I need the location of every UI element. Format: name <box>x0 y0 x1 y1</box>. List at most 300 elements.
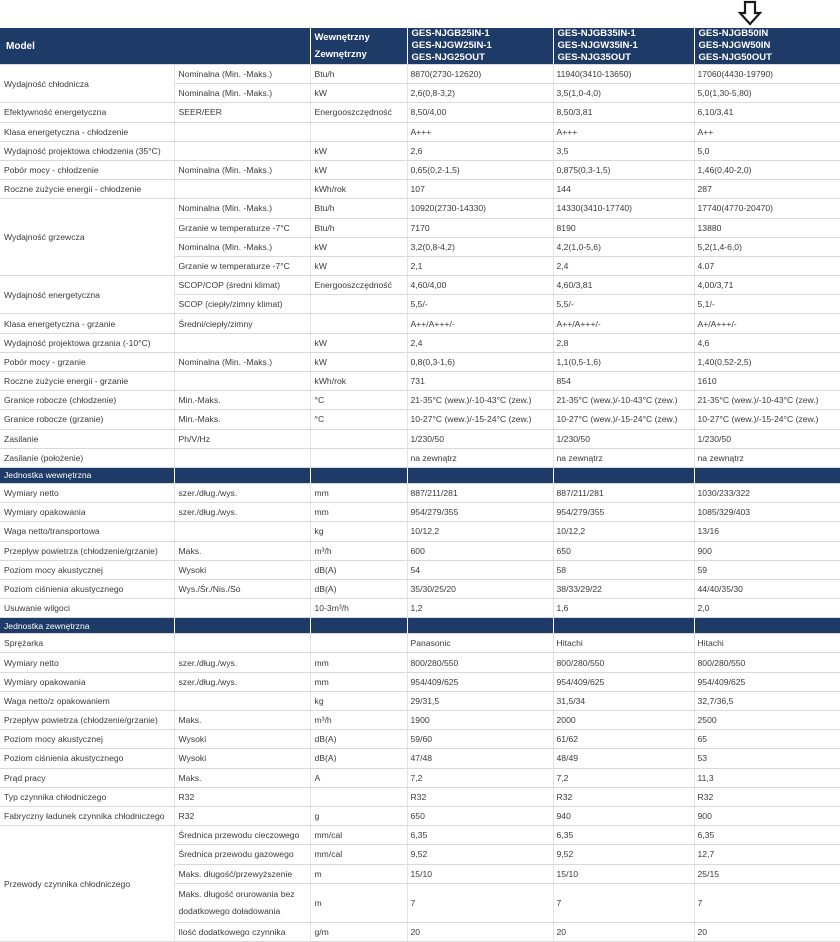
table-row <box>0 180 840 199</box>
value-cell: 54 <box>407 560 553 579</box>
unit-cell: °C <box>310 410 407 429</box>
parameter-label: Poziom ciśnienia akustycznego <box>0 749 174 768</box>
model-name: GES-NJGB25IN-1 <box>411 28 490 39</box>
unit-header-line: Wewnętrzny <box>314 32 370 43</box>
parameter-label: Granice robocze (chłodzenie) <box>0 391 174 410</box>
parameter-condition <box>174 122 310 141</box>
table-row <box>0 352 840 371</box>
parameter-label: Waga netto/z opakowaniem <box>0 691 174 710</box>
table-row <box>0 429 840 448</box>
parameter-label: Roczne zużycie energii - chłodzenie <box>0 180 174 199</box>
value-cell: 1,40(0,52-2,5) <box>694 352 840 371</box>
unit-cell: kg <box>310 522 407 541</box>
table-row <box>0 599 840 618</box>
section-filler <box>407 618 553 634</box>
value-cell: 10920(2730-14330) <box>407 199 553 218</box>
value-cell: 887/211/281 <box>553 483 694 502</box>
model-name: GES-NJGW25IN-1 <box>411 40 492 51</box>
value-cell: 6,35 <box>694 826 840 845</box>
unit-cell: m <box>310 864 407 883</box>
value-cell: 8870(2730-12620) <box>407 65 553 84</box>
unit-cell: kWh/rok <box>310 180 407 199</box>
table-row <box>0 634 840 653</box>
value-cell: 9,52 <box>407 845 553 864</box>
value-cell: Panasonic <box>407 634 553 653</box>
unit-cell: g <box>310 806 407 825</box>
parameter-label: Roczne zużycie energii - grzanie <box>0 372 174 391</box>
value-cell: 2,6(0,8-3,2) <box>407 84 553 103</box>
table-row <box>0 691 840 710</box>
parameter-condition <box>174 634 310 653</box>
parameter-condition: szer./dług./wys. <box>174 483 310 502</box>
value-cell: 10-27°C (wew.)/-15-24°C (zew.) <box>407 410 553 429</box>
unit-cell: kWh/rok <box>310 372 407 391</box>
parameter-condition: Nominalna (Min. -Maks.) <box>174 352 310 371</box>
parameter-condition: szer./dług./wys. <box>174 503 310 522</box>
unit-cell: kW <box>310 160 407 179</box>
value-cell: 2,4 <box>553 256 694 275</box>
value-cell: 1,2 <box>407 599 553 618</box>
unit-cell: m³/h <box>310 541 407 560</box>
value-cell: 1,1(0,5-1,6) <box>553 352 694 371</box>
table-row <box>0 160 840 179</box>
value-cell: A+/A+++/- <box>694 314 840 333</box>
unit-cell <box>310 787 407 806</box>
value-cell: 6,10/3,41 <box>694 103 840 122</box>
parameter-label: Prąd pracy <box>0 768 174 787</box>
parameter-condition: SEER/EER <box>174 103 310 122</box>
value-cell: 12,7 <box>694 845 840 864</box>
value-cell: 7 <box>407 883 553 922</box>
parameter-condition: Nominalna (Min. -Maks.) <box>174 65 310 84</box>
unit-cell: 10-3m³/h <box>310 599 407 618</box>
value-cell: 0,875(0,3-1,5) <box>553 160 694 179</box>
unit-cell <box>310 122 407 141</box>
table-row <box>0 276 840 295</box>
value-cell: 2,6 <box>407 141 553 160</box>
value-cell: 47/48 <box>407 749 553 768</box>
value-cell: 21-35°C (wew.)/-10-43°C (zew.) <box>553 391 694 410</box>
unit-cell: mm <box>310 672 407 691</box>
parameter-label: Wymiary netto <box>0 483 174 502</box>
value-cell: 10-27°C (wew.)/-15-24°C (zew.) <box>694 410 840 429</box>
value-cell: 650 <box>407 806 553 825</box>
value-cell: 2500 <box>694 711 840 730</box>
specification-table <box>0 28 840 942</box>
model-name: GES-NJG50OUT <box>698 52 772 63</box>
table-row <box>0 787 840 806</box>
value-cell: 20 <box>407 922 553 941</box>
value-cell: 20 <box>694 922 840 941</box>
value-cell: 1030/233/322 <box>694 483 840 502</box>
table-row <box>0 372 840 391</box>
section-filler <box>310 618 407 634</box>
parameter-label: Wydajność projektowa chłodzenia (35°C) <box>0 141 174 160</box>
model-column-header-3 <box>694 28 840 65</box>
value-cell: 731 <box>407 372 553 391</box>
value-cell: 287 <box>694 180 840 199</box>
model-name: GES-NJG35OUT <box>557 52 631 63</box>
unit-cell: dB(A) <box>310 579 407 598</box>
table-row <box>0 103 840 122</box>
parameter-condition <box>174 691 310 710</box>
value-cell: 8,50/3,81 <box>553 103 694 122</box>
value-cell: 5,0 <box>694 141 840 160</box>
unit-cell: kW <box>310 237 407 256</box>
table-row <box>0 672 840 691</box>
table-row <box>0 653 840 672</box>
table-row <box>0 711 840 730</box>
parameter-condition: Maks. długość orurowania bez dodatkowego doładowania <box>174 883 310 922</box>
parameter-condition: Średnica przewodu cieczowego <box>174 826 310 845</box>
value-cell: 800/280/550 <box>407 653 553 672</box>
parameter-label: Sprężarka <box>0 634 174 653</box>
value-cell: 2,4 <box>407 333 553 352</box>
unit-cell: dB(A) <box>310 749 407 768</box>
table-row <box>0 826 840 845</box>
parameter-condition: Wys./Śr./Nis./So <box>174 579 310 598</box>
parameter-label: Poziom ciśnienia akustycznego <box>0 579 174 598</box>
value-cell: 5,2(1,4-6,0) <box>694 237 840 256</box>
value-cell: 21-35°C (wew.)/-10-43°C (zew.) <box>407 391 553 410</box>
unit-cell: kW <box>310 84 407 103</box>
parameter-condition <box>174 333 310 352</box>
table-row <box>0 199 840 218</box>
parameter-condition <box>174 599 310 618</box>
value-cell: 21-35°C (wew.)/-10-43°C (zew.) <box>694 391 840 410</box>
value-cell: 887/211/281 <box>407 483 553 502</box>
parameter-label: Wydajność grzewcza <box>0 199 174 276</box>
value-cell: R32 <box>694 787 840 806</box>
section-header-row <box>0 467 840 483</box>
value-cell: 954/279/355 <box>407 503 553 522</box>
parameter-condition: Nominalna (Min. -Maks.) <box>174 160 310 179</box>
value-cell: 600 <box>407 541 553 560</box>
value-cell: 3,5 <box>553 141 694 160</box>
unit-header <box>310 28 407 65</box>
value-cell: 10/12,2 <box>407 522 553 541</box>
section-filler <box>310 467 407 483</box>
unit-cell: Energooszczędność <box>310 276 407 295</box>
parameter-label: Klasa energetyczna - grzanie <box>0 314 174 333</box>
section-filler <box>553 467 694 483</box>
value-cell: A++ <box>694 122 840 141</box>
arrow-down-icon <box>738 0 762 26</box>
value-cell: 9,52 <box>553 845 694 864</box>
value-cell: 1900 <box>407 711 553 730</box>
value-cell: A++/A+++/- <box>407 314 553 333</box>
value-cell: 954/409/625 <box>694 672 840 691</box>
unit-cell: kW <box>310 256 407 275</box>
value-cell: 20 <box>553 922 694 941</box>
value-cell: 6,35 <box>553 826 694 845</box>
parameter-condition: Maks. <box>174 768 310 787</box>
table-row <box>0 768 840 787</box>
parameter-condition: R32 <box>174 787 310 806</box>
value-cell: 10-27°C (wew.)/-15-24°C (zew.) <box>553 410 694 429</box>
unit-cell: A <box>310 768 407 787</box>
parameter-condition: Nominalna (Min. -Maks.) <box>174 84 310 103</box>
parameter-label: Wymiary opakowania <box>0 503 174 522</box>
model-column-header-2 <box>553 28 694 65</box>
parameter-label: Efektywność energetyczna <box>0 103 174 122</box>
value-cell: 13/16 <box>694 522 840 541</box>
unit-cell: m³/h <box>310 711 407 730</box>
value-cell: 800/280/550 <box>553 653 694 672</box>
table-row <box>0 333 840 352</box>
model-name: GES-NJGW50IN <box>698 40 771 51</box>
value-cell: 3,5(1,0-4,0) <box>553 84 694 103</box>
table-row <box>0 122 840 141</box>
parameter-label: Waga netto/transportowa <box>0 522 174 541</box>
value-cell: na zewnątrz <box>553 448 694 467</box>
unit-cell: Btu/h <box>310 65 407 84</box>
parameter-label: Wymiary netto <box>0 653 174 672</box>
value-cell: A+++ <box>407 122 553 141</box>
section-filler <box>694 467 840 483</box>
unit-cell: dB(A) <box>310 730 407 749</box>
model-column-header-1 <box>407 28 553 65</box>
unit-cell: g/m <box>310 922 407 941</box>
value-cell: 5,5/- <box>407 295 553 314</box>
value-cell: 25/15 <box>694 864 840 883</box>
table-row <box>0 503 840 522</box>
parameter-label: Poziom mocy akustycznej <box>0 560 174 579</box>
parameter-condition: szer./dług./wys. <box>174 653 310 672</box>
unit-cell: Btu/h <box>310 218 407 237</box>
value-cell: 11940(3410-13650) <box>553 65 694 84</box>
unit-cell: kW <box>310 141 407 160</box>
value-cell: 6,35 <box>407 826 553 845</box>
value-cell: 3,2(0,8-4,2) <box>407 237 553 256</box>
section-title: Jednostka zewnętrzna <box>0 618 174 634</box>
parameter-condition: Nominalna (Min. -Maks.) <box>174 199 310 218</box>
table-row <box>0 579 840 598</box>
model-header: Model <box>0 28 310 65</box>
unit-cell: dB(A) <box>310 560 407 579</box>
parameter-label: Zasilanie (położenie) <box>0 448 174 467</box>
section-title: Jednostka wewnętrzna <box>0 467 174 483</box>
value-cell: 59 <box>694 560 840 579</box>
table-row <box>0 314 840 333</box>
value-cell: 5,5/- <box>553 295 694 314</box>
unit-cell: °C <box>310 391 407 410</box>
value-cell: 29/31,5 <box>407 691 553 710</box>
section-filler <box>407 467 553 483</box>
section-filler <box>553 618 694 634</box>
value-cell: 4,2(1,0-5,6) <box>553 237 694 256</box>
value-cell: 4,60/3,81 <box>553 276 694 295</box>
value-cell: R32 <box>553 787 694 806</box>
unit-header-line: Zewnętrzny <box>314 49 367 60</box>
value-cell: 15/10 <box>553 864 694 883</box>
value-cell: 940 <box>553 806 694 825</box>
value-cell: 900 <box>694 541 840 560</box>
value-cell: 1/230/50 <box>694 429 840 448</box>
section-filler <box>174 618 310 634</box>
value-cell: 5,1/- <box>694 295 840 314</box>
value-cell: Hitachi <box>553 634 694 653</box>
value-cell: 1/230/50 <box>407 429 553 448</box>
parameter-condition: Ph/V/Hz <box>174 429 310 448</box>
section-header-row <box>0 618 840 634</box>
value-cell: 13880 <box>694 218 840 237</box>
parameter-label: Przepływ powietrza (chłodzenie/grzanie) <box>0 541 174 560</box>
parameter-label: Usuwanie wilgoci <box>0 599 174 618</box>
value-cell: 10/12,2 <box>553 522 694 541</box>
parameter-label: Zasilanie <box>0 429 174 448</box>
parameter-condition: Nominalna (Min. -Maks.) <box>174 237 310 256</box>
value-cell: 954/409/625 <box>407 672 553 691</box>
table-row <box>0 730 840 749</box>
unit-cell: Btu/h <box>310 199 407 218</box>
parameter-condition <box>174 141 310 160</box>
parameter-condition <box>174 448 310 467</box>
parameter-label: Klasa energetyczna - chłodzenie <box>0 122 174 141</box>
header-row <box>0 28 840 65</box>
unit-cell <box>310 429 407 448</box>
unit-cell: mm <box>310 503 407 522</box>
value-cell: na zewnątrz <box>407 448 553 467</box>
parameter-condition: Maks. długość/przewyższenie <box>174 864 310 883</box>
model-name: GES-NJG25OUT <box>411 52 485 63</box>
value-cell: 650 <box>553 541 694 560</box>
parameter-label: Pobór mocy - chłodzenie <box>0 160 174 179</box>
section-filler <box>694 618 840 634</box>
parameter-condition: Maks. <box>174 711 310 730</box>
value-cell: 35/30/25/20 <box>407 579 553 598</box>
value-cell: 144 <box>553 180 694 199</box>
parameter-condition: Wysoki <box>174 749 310 768</box>
value-cell: 954/409/625 <box>553 672 694 691</box>
parameter-label: Typ czynnika chłodniczego <box>0 787 174 806</box>
parameter-condition: Grzanie w temperaturze -7°C <box>174 218 310 237</box>
table-row <box>0 448 840 467</box>
table-row <box>0 483 840 502</box>
value-cell: 1,6 <box>553 599 694 618</box>
value-cell: 4,60/4,00 <box>407 276 553 295</box>
value-cell: 7,2 <box>553 768 694 787</box>
parameter-label: Fabryczny ładunek czynnika chłodniczego <box>0 806 174 825</box>
unit-cell: mm/cal <box>310 826 407 845</box>
parameter-condition: Ilość dodatkowego czynnika <box>174 922 310 941</box>
value-cell: 0,8(0,3-1,6) <box>407 352 553 371</box>
parameter-label: Granice robocze (grzanie) <box>0 410 174 429</box>
parameter-condition: Wysoki <box>174 560 310 579</box>
value-cell: Hitachi <box>694 634 840 653</box>
unit-cell <box>310 295 407 314</box>
value-cell: 17060(4430-19790) <box>694 65 840 84</box>
parameter-condition: Wysoki <box>174 730 310 749</box>
model-name: GES-NJGB50IN <box>698 28 769 39</box>
value-cell: 1,46(0,40-2,0) <box>694 160 840 179</box>
value-cell: 0,65(0,2-1,5) <box>407 160 553 179</box>
value-cell: 4.07 <box>694 256 840 275</box>
parameter-condition: SCOP (ciepły/zimny klimat) <box>174 295 310 314</box>
table-row <box>0 65 840 84</box>
unit-cell: mm <box>310 483 407 502</box>
table-row <box>0 749 840 768</box>
parameter-condition <box>174 522 310 541</box>
value-cell: 7 <box>694 883 840 922</box>
value-cell: 8190 <box>553 218 694 237</box>
value-cell: 48/49 <box>553 749 694 768</box>
value-cell: 5,0(1,30-5,80) <box>694 84 840 103</box>
value-cell: 954/279/355 <box>553 503 694 522</box>
value-cell: 31,5/34 <box>553 691 694 710</box>
table-row <box>0 541 840 560</box>
value-cell: 65 <box>694 730 840 749</box>
value-cell: 900 <box>694 806 840 825</box>
value-cell: R32 <box>407 787 553 806</box>
value-cell: 800/280/550 <box>694 653 840 672</box>
parameter-label: Wydajność chłodnicza <box>0 65 174 103</box>
parameter-condition: Średnica przewodu gazowego <box>174 845 310 864</box>
value-cell: 8,50/4,00 <box>407 103 553 122</box>
unit-cell <box>310 634 407 653</box>
value-cell: 11,3 <box>694 768 840 787</box>
parameter-label: Wydajność energetyczna <box>0 276 174 314</box>
value-cell: na zewnątrz <box>694 448 840 467</box>
value-cell: 2,8 <box>553 333 694 352</box>
value-cell: 59/60 <box>407 730 553 749</box>
table-row <box>0 141 840 160</box>
unit-cell <box>310 448 407 467</box>
parameter-condition: Średni/ciepły/zimny <box>174 314 310 333</box>
parameter-condition: szer./dług./wys. <box>174 672 310 691</box>
table-row <box>0 806 840 825</box>
parameter-label: Poziom mocy akustycznej <box>0 730 174 749</box>
value-cell: 2,1 <box>407 256 553 275</box>
unit-cell: mm/cal <box>310 845 407 864</box>
unit-cell <box>310 314 407 333</box>
parameter-label: Przewody czynnika chłodniczego <box>0 826 174 942</box>
value-cell: 61/62 <box>553 730 694 749</box>
value-cell: 2000 <box>553 711 694 730</box>
value-cell: 4,00/3,71 <box>694 276 840 295</box>
value-cell: 2,0 <box>694 599 840 618</box>
value-cell: 7,2 <box>407 768 553 787</box>
value-cell: 4,6 <box>694 333 840 352</box>
parameter-label: Przepływ powietrza (chłodzenie/grzanie) <box>0 711 174 730</box>
unit-cell: Energooszczędność <box>310 103 407 122</box>
parameter-condition: Maks. <box>174 541 310 560</box>
value-cell: 1610 <box>694 372 840 391</box>
model-name: GES-NJGB35IN-1 <box>557 28 636 39</box>
parameter-condition: Grzanie w temperaturze -7°C <box>174 256 310 275</box>
value-cell: 14330(3410-17740) <box>553 199 694 218</box>
value-cell: 44/40/35/30 <box>694 579 840 598</box>
value-cell: A++/A+++/- <box>553 314 694 333</box>
value-cell: 53 <box>694 749 840 768</box>
value-cell: 1085/329/403 <box>694 503 840 522</box>
value-cell: A+++ <box>553 122 694 141</box>
value-cell: 58 <box>553 560 694 579</box>
parameter-label: Wymiary opakowania <box>0 672 174 691</box>
unit-cell: mm <box>310 653 407 672</box>
parameter-label: Pobór mocy - grzanie <box>0 352 174 371</box>
unit-cell: kW <box>310 352 407 371</box>
value-cell: 107 <box>407 180 553 199</box>
parameter-condition <box>174 180 310 199</box>
value-cell: 38/33/29/22 <box>553 579 694 598</box>
parameter-label: Wydajność projektowa grzania (-10°C) <box>0 333 174 352</box>
table-row <box>0 522 840 541</box>
parameter-condition: Min.-Maks. <box>174 391 310 410</box>
value-cell: 15/10 <box>407 864 553 883</box>
table-row <box>0 560 840 579</box>
unit-cell: kg <box>310 691 407 710</box>
